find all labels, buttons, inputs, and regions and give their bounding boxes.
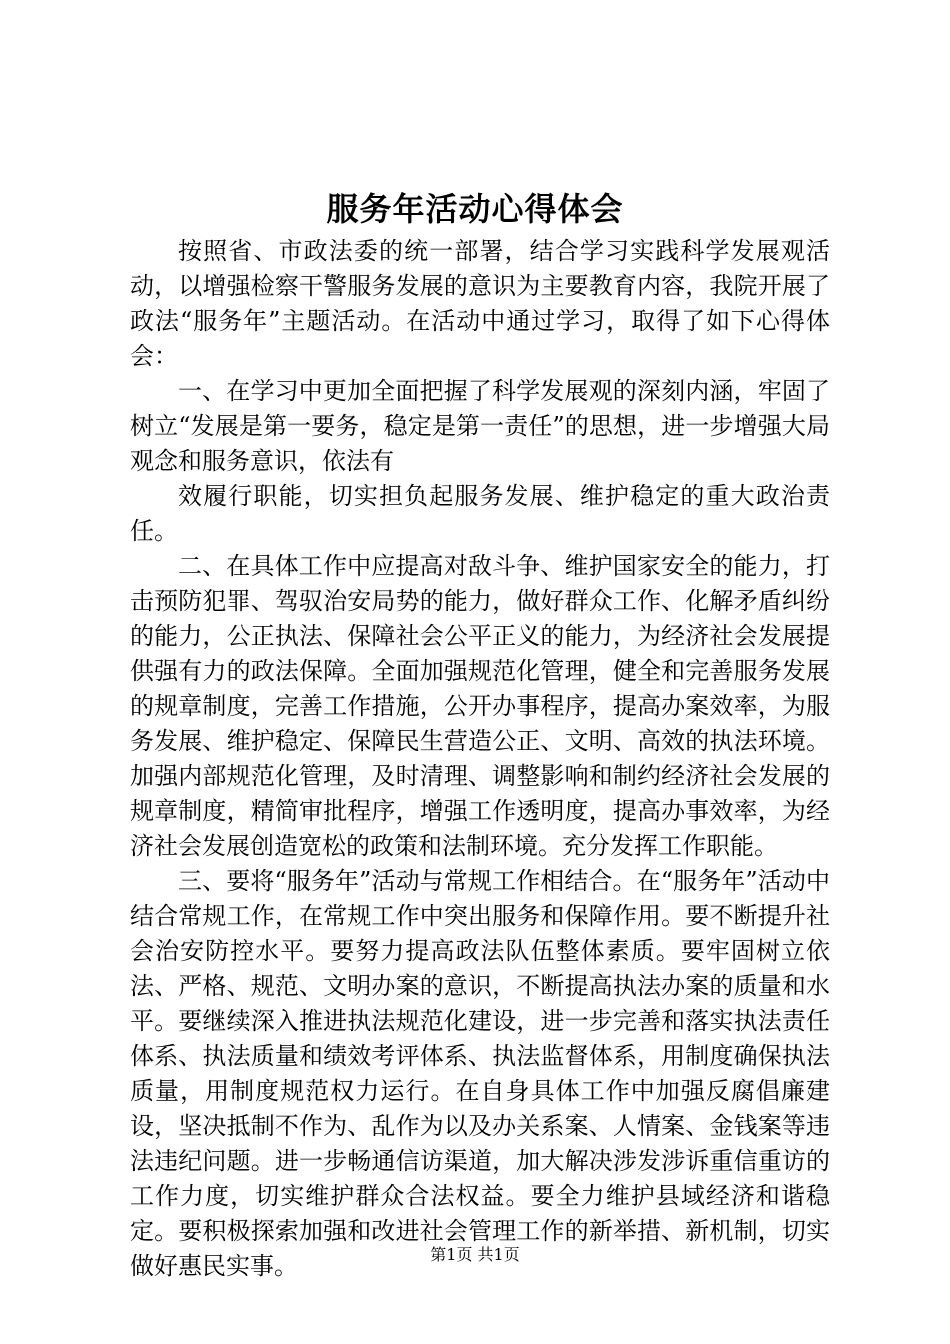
paragraph-point-one: 一、在学习中更加全面把握了科学发展观的深刻内涵，牢固了树立“发展是第一要务，稳定是第一责任”的思想，进一步增强大局观念和服务意识，依法有 <box>130 377 830 475</box>
page-number: 第1页 共1页 <box>430 1245 520 1264</box>
paragraph-point-one-continued: 效履行职能，切实担负起服务发展、维护稳定的重大政治责任。 <box>130 482 830 545</box>
document-title: 服务年活动心得体会 <box>326 190 624 228</box>
paragraph-intro: 按照省、市政法委的统一部署，结合学习实践科学发展观活动，以增强检察干警服务发展的意识为主要教育内容，我院开展了政法“服务年”主题活动。在活动中通过学习，取得了如下心得体会： <box>130 237 830 370</box>
document-body <box>130 234 830 1284</box>
page-footer <box>0 1245 950 1265</box>
paragraph-point-two: 二、在具体工作中应提高对敌斗争、维护国家安全的能力，打击预防犯罪、驾驭治安局势的能力，做好群众工作、化解矛盾纠纷的能力，公正执法、保障社会公平正义的能力，为经济社会发展提供强有力的政法保障。全面加强规范化管理，健全和完善服务发展的规章制度，完善工作措施，公开办事程序，提高办案效率，为服务发展、维护稳定、保障民生营造公正、文明、高效的执法环境。加强内部规范化管理，及时清理、调整影响和制约经济社会发展的规章制度，精简审批程序，增强工作透明度，提高办事效率，为经济社会发展创造宽松的政策和法制环境。充分发挥工作职能。 <box>130 552 830 860</box>
paragraph-point-three: 三、要将“服务年”活动与常规工作相结合。在“服务年”活动中结合常规工作，在常规工作中突出服务和保障作用。要不断提升社会治安防控水平。要努力提高政法队伍整体素质。要牢固树立依法、严格、规范、文明办案的意识，不断提高执法办案的质量和水平。要继续深入推进执法规范化建设，进一步完善和落实执法责任体系、执法质量和绩效考评体系、执法监督体系，用制度确保执法质量，用制度规范权力运行。在自身具体工作中加强反腐倡廉建设，坚决抵制不作为、乱作为以及办关系案、人情案、金钱案等违法违纪问题。进一步畅通信访渠道，加大解决涉发涉诉重信重访的工作力度，切实维护群众合法权益。要全力维护县域经济和谐稳定。要积极探索加强和改进社会管理工作的新举措、新机制，切实做好惠民实事。 <box>130 867 830 1280</box>
